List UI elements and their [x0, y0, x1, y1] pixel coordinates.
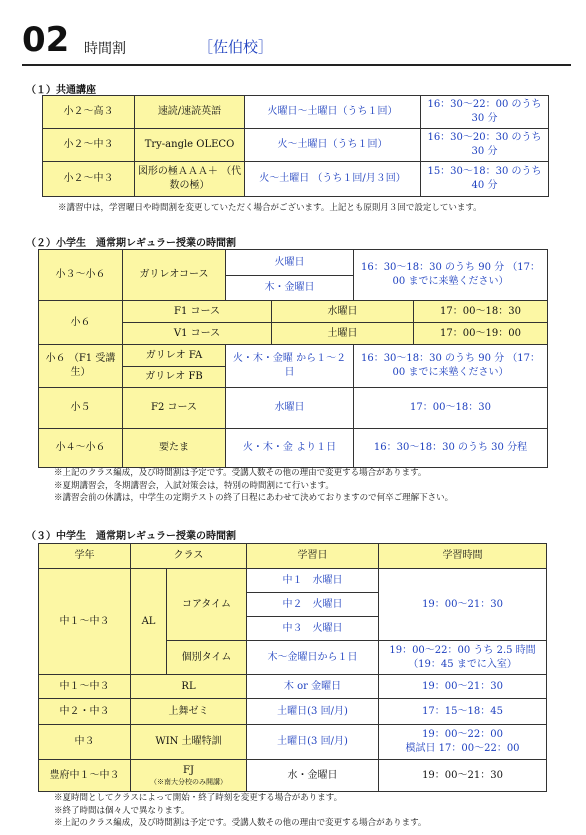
grade-cell: 中３ [39, 725, 131, 760]
class-cell [131, 760, 247, 792]
class-cell: コアタイム [167, 569, 247, 641]
days-cell: 火～土曜日 （うち１回/月３回） [245, 162, 421, 197]
course-cell: ガリレオ FA [123, 345, 226, 367]
column-header: 学年 [39, 544, 131, 569]
table-row [39, 250, 548, 276]
table-row [43, 162, 549, 197]
section-1-note: ※講習中は，学習曜日や時間割を変更していただく場合がございます。上記とも原則月３回で設定しています。 [58, 203, 482, 213]
course-cell: V1 コース [123, 323, 272, 345]
days-cell: 水曜日 [226, 388, 354, 429]
note-line: ※上記のクラス編成，及び時間割は予定です。受講人数その他の理由で変更する場合があります。 [54, 468, 427, 478]
grade-cell: 中１～中３ [39, 675, 131, 699]
class-cell: 個別タイム [167, 641, 247, 675]
table-row [39, 345, 548, 367]
course-cell: F2 コース [123, 388, 226, 429]
class-cell: WIN 土曜特訓 [131, 725, 247, 760]
time-cell: 17：00～18：30 [354, 388, 548, 429]
table-header-row [39, 544, 547, 569]
course-cell: ガリレオ FB [123, 367, 226, 388]
course-cell: 図形の極ＡＡＡ＋ （代数の極） [135, 162, 245, 197]
table-row [39, 760, 547, 792]
days-cell: 土曜日(3 回/月) [247, 699, 379, 725]
time-cell: 16：30～18：30 のうち 90 分 （17：00 までに来塾ください） [354, 345, 548, 388]
table-row [39, 429, 548, 468]
section-2-title: （２）小学生 通常期レギュラー授業の時間割 [26, 238, 236, 249]
table-row [43, 129, 549, 162]
note-line: ※夏期講習会，冬期講習会，入試対策会は，特別の時間割にて行います。 [54, 480, 334, 491]
column-header: 学習時間 [379, 544, 547, 569]
course-cell: 速読/速読英語 [135, 96, 245, 129]
section-2-notes [54, 467, 453, 505]
note-line: ※上記のクラス編成，及び時間割は予定です。受講人数その他の理由で変更する場合があります。 [54, 818, 427, 828]
time-cell: 16：30～20：30 のうち 30 分 [421, 129, 549, 162]
grade-cell: 小６ （F1 受講生） [39, 345, 123, 388]
time-cell: 16：30～22：00 のうち 30 分 [421, 96, 549, 129]
class-cell: 上舞ゼミ [131, 699, 247, 725]
days-cell: 火・木・金曜 から１～２日 [226, 345, 354, 388]
days-cell: 中２ 火曜日 [247, 593, 379, 617]
section-3-notes [54, 792, 426, 830]
course-cell: Try-angle OLECO [135, 129, 245, 162]
class-name: FJ [183, 765, 194, 776]
elementary-schedule-table [38, 249, 548, 468]
table-row [39, 388, 548, 429]
time-cell [379, 725, 547, 760]
page-title: 時間割 [84, 41, 126, 57]
section-number: 02 [22, 20, 70, 60]
time-cell: 19：00～22：00 うち 2.5 時間 （19：45 までに入室） [379, 641, 547, 675]
days-cell: 水・金曜日 [247, 760, 379, 792]
time-cell: 17：00～19：00 [414, 323, 548, 345]
days-cell: 火曜日～土曜日（うち１回） [245, 96, 421, 129]
days-cell: 土曜日(3 回/月) [247, 725, 379, 760]
course-cell: ガリレオコース [123, 250, 226, 301]
table-row [43, 96, 549, 129]
days-cell: 火・木・金 より１日 [226, 429, 354, 468]
column-header: 学習日 [247, 544, 379, 569]
grade-cell: 豊府中１～中３ [39, 760, 131, 792]
time-cell: 19：00～21：30 [379, 569, 547, 641]
days-cell: 木～金曜日から１日 [247, 641, 379, 675]
time-cell: 17：00～18：30 [414, 301, 548, 323]
table-row [39, 301, 548, 323]
grade-cell: 小２～高３ [43, 96, 135, 129]
table-row [39, 725, 547, 760]
class-cell: AL [131, 569, 167, 675]
grade-cell: 中２・中３ [39, 699, 131, 725]
time-line: 19：00～22：00 [422, 729, 503, 740]
days-cell: 土曜日 [272, 323, 414, 345]
grade-cell: 小４～小６ [39, 429, 123, 468]
note-line: ※終了時間は個々人で異なります。 [54, 805, 190, 816]
time-cell: 16：30～18：30 のうち 90 分 （17：00 までに来塾ください） [354, 250, 548, 301]
table-row [39, 675, 547, 699]
grade-cell: 小２～中３ [43, 129, 135, 162]
section-3-title: （３）中学生 通常期レギュラー授業の時間割 [26, 531, 236, 542]
course-cell: F1 コース [123, 301, 272, 323]
days-cell: 木 or 金曜日 [247, 675, 379, 699]
days-cell: 火～土曜日（うち１回） [245, 129, 421, 162]
table-row [39, 569, 547, 593]
table-row [39, 699, 547, 725]
common-course-table [42, 95, 549, 197]
school-name: ［佐伯校］ [198, 38, 274, 56]
grade-cell: 小５ [39, 388, 123, 429]
note-line: ※夏時間としてクラスによって開始・終了時刻を変更する場合があります。 [54, 793, 343, 803]
column-header: クラス [131, 544, 247, 569]
grade-cell: 小２～中３ [43, 162, 135, 197]
time-cell: 19：00～21：30 [379, 760, 547, 792]
time-cell: 19：00～21：30 [379, 675, 547, 699]
days-cell: 火曜日 [226, 250, 354, 276]
days-cell: 木・金曜日 [226, 276, 354, 301]
note-line: ※講習会前の休講は，中学生の定期テストの終了日程にあわせて決めておりますので何卒ご理解下さい。 [54, 493, 454, 503]
header-rule [22, 64, 571, 66]
class-note: （※南大分校のみ開講） [150, 778, 227, 786]
section-1-title: （１）共通講座 [26, 85, 96, 96]
grade-cell: 中１～中３ [39, 569, 131, 675]
time-cell: 16：30～18：30 のうち 30 分程 [354, 429, 548, 468]
time-cell: 17：15～18：45 [379, 699, 547, 725]
time-cell: 15：30～18：30 のうち 40 分 [421, 162, 549, 197]
course-cell: 要たま [123, 429, 226, 468]
class-cell: RL [131, 675, 247, 699]
grade-cell: 小３～小６ [39, 250, 123, 301]
days-cell: 中１ 水曜日 [247, 569, 379, 593]
grade-cell: 小６ [39, 301, 123, 345]
time-line: 模試日 17：00～22：00 [405, 743, 520, 754]
days-cell: 水曜日 [272, 301, 414, 323]
page-header [0, 0, 586, 70]
junior-high-schedule-table [38, 543, 547, 792]
days-cell: 中３ 火曜日 [247, 617, 379, 641]
